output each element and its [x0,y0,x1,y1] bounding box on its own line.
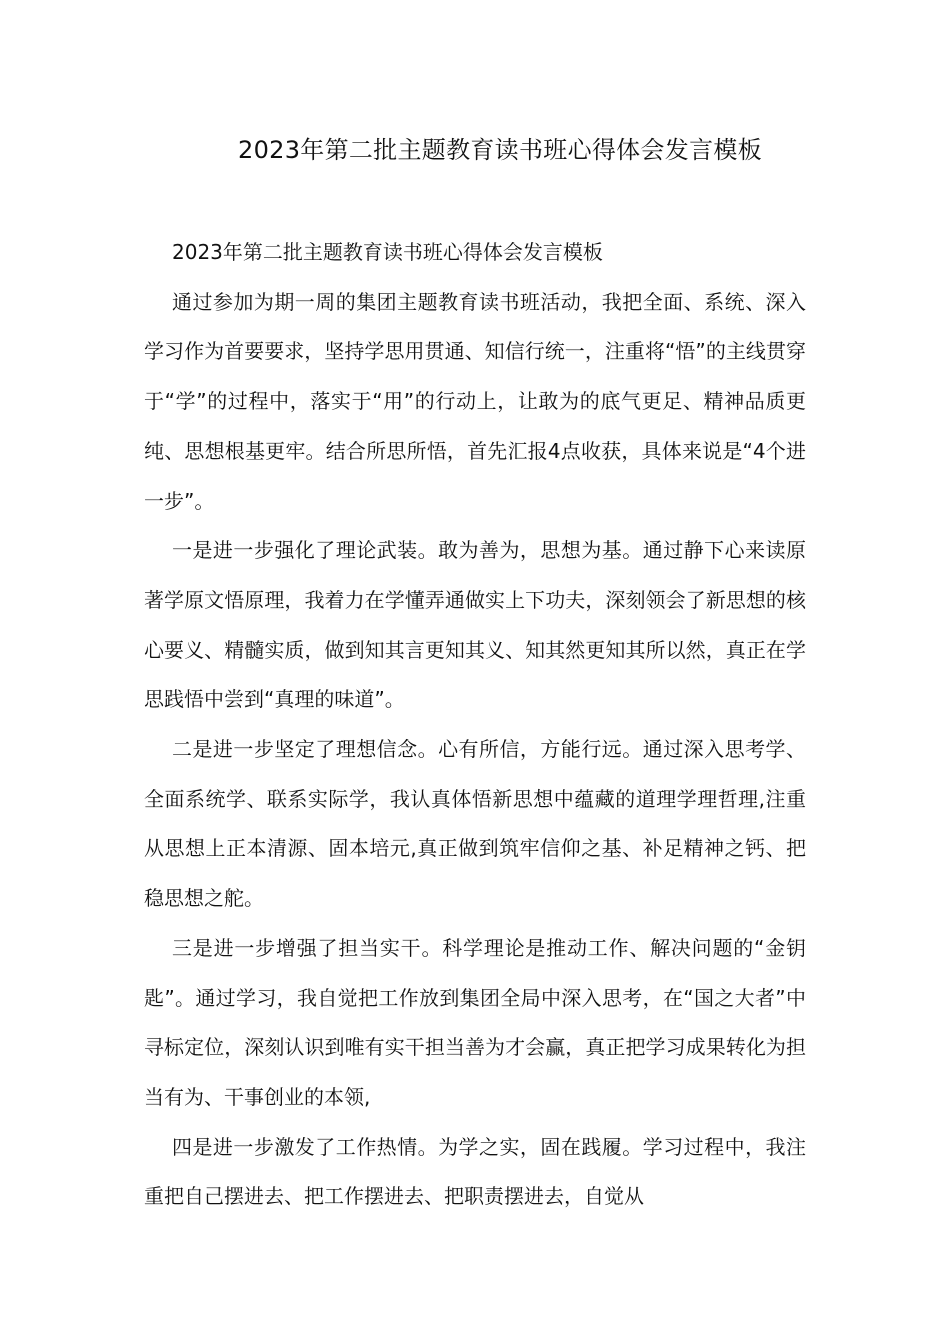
document-title: 2023年第二批主题教育读书班心得体会发言模板 [238,136,762,164]
subtitle-paragraph: 2023年第二批主题教育读书班心得体会发言模板 [172,240,603,264]
point-two-paragraph: 二是进一步坚定了理想信念。心有所信，方能行远。通过深入思考学、全面系统学、联系实际学，我认真体悟新思想中蕴藏的道理学理哲理,注重从思想上正本清源、固本培元,真正做到筑牢信仰之基、补足精神之钙、把稳思想之舵。 [144,737,806,911]
document-body [144,228,806,1222]
point-four-paragraph: 四是进一步激发了工作热情。为学之实，固在践履。学习过程中，我注重把自己摆进去、把工作摆进去、把职责摆进去，自觉从 [144,1134,806,1209]
point-one-paragraph: 一是进一步强化了理论武装。敢为善为，思想为基。通过静下心来读原著学原文悟原理，我着力在学懂弄通做实上下功夫，深刻领会了新思想的核心要义、精髓实质，做到知其言更知其义、知其然更知其所以然，真正在学思践悟中尝到“真理的味道”。 [144,538,806,712]
point-three-paragraph: 三是进一步增强了担当实干。科学理论是推动工作、解决问题的“金钥匙”。通过学习，我自觉把工作放到集团全局中深入思考，在“国之大者”中寻标定位，深刻认识到唯有实干担当善为才会赢，真正把学习成果转化为担当有为、干事创业的本领, [144,935,806,1109]
intro-paragraph: 通过参加为期一周的集团主题教育读书班活动，我把全面、系统、深入学习作为首要要求，坚持学思用贯通、知信行统一，注重将“悟”的主线贯穿于“学”的过程中，落实于“用”的行动上，让敢为的底气更足、精神品质更纯、思想根基更牢。结合所思所悟，首先汇报4点收获，具体来说是“4个进一步”。 [144,289,806,513]
